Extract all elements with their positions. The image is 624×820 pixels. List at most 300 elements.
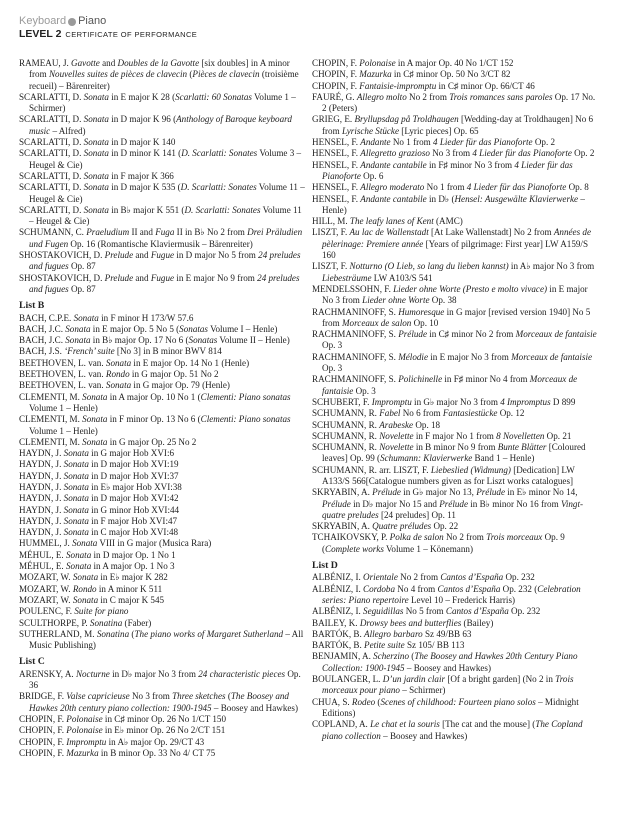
repertoire-entry — [312, 329, 598, 352]
work-title: Lieder ohne Worte — [362, 295, 430, 306]
work-title: Scarlatti: 60 Sonatas — [175, 91, 252, 102]
entry-text: in C♯ minor No 2 from — [426, 329, 516, 340]
entry-text: BACH, J.C. — [19, 323, 66, 334]
repertoire-entry — [19, 313, 305, 324]
entry-text: in C major Hob XVI:48 — [88, 527, 179, 538]
entry-text: ( — [129, 628, 135, 639]
repertoire-entry — [312, 261, 598, 284]
entry-text: LISZT, F. — [312, 227, 350, 238]
entry-text: HENSEL, F. — [312, 182, 361, 193]
entry-text: Op. 6 — [360, 170, 384, 181]
work-title: Rondo — [105, 369, 130, 380]
entry-text: ALBÉNIZ, I. — [312, 572, 364, 583]
entry-text: in C♯ minor Op. 50 No 3/CT 82 — [391, 69, 511, 80]
work-title: Fabel — [379, 408, 401, 419]
entry-text: No 5 from — [403, 606, 446, 617]
work-title: Rodeo — [351, 696, 376, 707]
work-title: Celebration series: Piano repertoire — [322, 583, 581, 605]
work-title: Sonata — [82, 391, 108, 402]
work-title: Fugue — [150, 272, 175, 283]
entry-text: HENSEL, F. — [312, 193, 361, 204]
entry-text: No 4 from — [395, 583, 438, 594]
work-title: Sonatas — [179, 323, 208, 334]
work-title: Sonata — [83, 148, 109, 159]
list-heading: List C — [19, 656, 45, 668]
entry-text: in E major Op. 14 No 1 (Henle) — [131, 357, 250, 368]
work-title: Sonata — [83, 182, 109, 193]
entry-text: FAURÉ, G. — [312, 91, 357, 102]
entry-text: No 3 from — [429, 148, 473, 159]
page-header — [19, 15, 197, 41]
entry-text: in F♯ minor No 4 from — [442, 374, 530, 385]
work-title: Novelette — [379, 442, 414, 453]
work-title: Valse capricieuse — [66, 691, 130, 702]
repertoire-entry — [19, 335, 305, 346]
entry-text: BACH, J.C. — [19, 335, 66, 346]
entry-text: CLEMENTI, M. — [19, 391, 83, 402]
entry-text: HAYDN, J. — [19, 515, 64, 526]
repertoire-entry — [19, 437, 305, 448]
work-title: Allegro moderato — [360, 182, 425, 193]
entry-text: in D♭ ( — [426, 193, 455, 204]
entry-text: Volume I – Henle) — [207, 323, 278, 334]
work-title: Sonata — [72, 538, 98, 549]
entry-text: in D♭ major No 3 from — [109, 668, 199, 679]
entry-text: CHOPIN, F. — [19, 736, 67, 747]
work-title: Scenes of childhood: Fourteen piano solos — [380, 696, 536, 707]
work-title: Lyrische Stücke — [341, 125, 400, 136]
work-title: Polonaise — [66, 713, 103, 724]
repertoire-entry — [19, 538, 305, 549]
work-title: The leafy lanes of Kent — [349, 216, 434, 227]
work-title: Impromptu — [371, 396, 412, 407]
work-title: Bryllupsdag på Troldhaugen — [354, 114, 459, 125]
work-title: Sonata — [83, 91, 109, 102]
work-title: Drei Präludien und Fugen — [29, 227, 303, 249]
work-title: Novelette — [379, 430, 414, 441]
repertoire-entry — [19, 471, 305, 482]
entry-text: CHUA, S. — [312, 696, 352, 707]
entry-text: Op. 232 ( — [500, 583, 538, 594]
work-title: Allegretto grazioso — [360, 148, 430, 159]
work-title: 24 characteristic pieces — [198, 668, 286, 679]
entry-text: in F major K 366 — [108, 170, 174, 181]
repertoire-entry — [19, 714, 305, 725]
entry-text: in D major No 5 from — [174, 250, 259, 261]
entry-text: HAYDN, J. — [19, 527, 64, 538]
work-title: Sonata — [82, 414, 108, 425]
entry-text: Band 1 – Henle) — [472, 453, 535, 464]
entry-text: No 2 from — [397, 572, 441, 583]
entry-text: No 2 from — [443, 532, 487, 543]
work-title: Sonatina — [96, 628, 130, 639]
entry-text: SCARLATTI, D. — [19, 182, 84, 193]
work-title: Polonaise — [359, 58, 396, 68]
work-title: Allegro barbaro — [364, 628, 423, 639]
work-title: Scherzino — [373, 651, 410, 662]
work-title: Prélude — [476, 487, 505, 498]
entry-text: Op. 3 — [322, 363, 343, 374]
work-title: Fugue — [150, 250, 175, 261]
entry-text: ARENSKY, A. — [19, 668, 76, 679]
work-title: Prélude — [322, 498, 351, 509]
entry-text: SCULTHORPE, P. — [19, 617, 90, 628]
repertoire-entry — [19, 358, 305, 369]
repertoire-entry — [19, 691, 305, 714]
repertoire-entry — [19, 414, 305, 437]
work-title: Quatre préludes — [372, 521, 432, 532]
entry-text: Volume 11 – Heugel & Cie) — [29, 204, 302, 227]
entry-text: Volume 1 – Henle) — [29, 402, 98, 413]
repertoire-entry — [312, 719, 598, 742]
entry-text: Op. 87 — [68, 261, 96, 272]
work-title: Fantaisie-impromptu — [359, 80, 437, 91]
work-title: Sonata — [63, 459, 89, 470]
entry-text: HILL, M. — [312, 216, 350, 227]
entry-text: SCARLATTI, D. — [19, 137, 84, 148]
entry-text: RACHMANINOFF, S. — [312, 306, 399, 317]
entry-text: in G♭ major No 13, — [400, 487, 477, 498]
repertoire-entry — [19, 595, 305, 606]
repertoire-entry — [19, 669, 305, 692]
work-title: Orientale — [363, 572, 398, 583]
brand-dot-icon — [68, 18, 76, 26]
entry-text: in D major Hob XVI:19 — [88, 459, 179, 470]
work-title: Trois morceaux pour piano — [322, 674, 574, 696]
entry-text: SUTHERLAND, M. — [19, 628, 97, 639]
repertoire-entry — [19, 171, 305, 182]
entry-text: Op. 3 — [353, 385, 376, 396]
brand-keyboard: Keyboard — [19, 15, 67, 27]
entry-text: in C♯ minor Op. 26 No 1/CT 150 — [102, 713, 227, 724]
entry-text: BRIDGE, F. — [19, 691, 67, 702]
entry-text: MOZART, W. — [19, 583, 73, 594]
repertoire-entry — [19, 748, 305, 759]
work-title: Cantos d’España — [437, 583, 501, 594]
repertoire-entry — [19, 725, 305, 736]
entry-text: SCHUMANN, R. — [312, 430, 380, 441]
entry-text: HAYDN, J. — [19, 459, 64, 470]
work-title: Polonaise — [66, 725, 103, 736]
repertoire-entry — [312, 584, 598, 607]
work-title: Sonata — [83, 137, 109, 148]
entry-text: Op. 12 — [497, 408, 525, 419]
work-title: Prelude — [104, 250, 134, 261]
work-title: D’un jardin clair — [382, 674, 446, 685]
work-title: Gavotte — [71, 58, 100, 68]
work-title: Sonata — [63, 470, 89, 481]
entry-text: [The cat and the mouse] ( — [439, 719, 536, 730]
entry-text: in D major Op. 1 No 1 — [91, 549, 176, 560]
repertoire-entry — [19, 273, 305, 296]
entry-text: BEETHOVEN, L. van. — [19, 357, 106, 368]
work-title: ‘French’ suite — [64, 346, 115, 357]
work-title: Doubles de la Gavotte — [117, 58, 200, 68]
entry-text: HENSEL, F. — [312, 137, 361, 148]
work-title: Clementi: Piano sonatas — [200, 414, 291, 425]
work-title: Sonata — [65, 549, 92, 560]
work-title: Sonata — [65, 323, 91, 334]
entry-text: in G major [revised version 1940] No 5 from — [322, 306, 591, 328]
entry-text: II in B♭ No 2 from — [174, 227, 248, 238]
entry-text: SCARLATTI, D. — [19, 204, 84, 215]
entry-text: TCHAIKOVSKY, P. — [312, 532, 390, 543]
entry-text: HENSEL, F. — [312, 159, 361, 170]
work-title: Impromptu — [66, 736, 107, 747]
repertoire-entry — [19, 493, 305, 504]
entry-text: in E♭ minor Op. 26 No 2/CT 151 — [102, 725, 226, 736]
entry-text: Sz 105/ BB 113 — [404, 640, 465, 651]
entry-text: in B minor Op. 33 No 4/ CT 75 — [98, 747, 216, 758]
repertoire-entry — [312, 374, 598, 397]
repertoire-entry — [19, 250, 305, 273]
entry-text: Volume 1 – Schirmer) — [29, 91, 296, 114]
entry-text: MÉHUL, E. — [19, 561, 66, 572]
work-title: D. Scarlatti: Sonates — [181, 148, 258, 159]
repertoire-entry — [312, 114, 598, 137]
entry-text: in G major Op. 51 No 2 — [129, 369, 219, 380]
entry-text: HUMMEL, J. — [19, 538, 73, 549]
right-column — [312, 58, 598, 742]
entry-text: SCHUBERT, F. — [312, 396, 372, 407]
entry-text: – Boosey and Hawkes) — [211, 702, 298, 713]
entry-text: ( — [225, 691, 231, 702]
work-title: Hensel: Ausgewälte Klavierwerke — [454, 193, 579, 204]
entry-text: SCARLATTI, D. — [19, 91, 84, 102]
entry-text: HAYDN, J. — [19, 504, 64, 515]
work-title: Le chat et la souris — [370, 719, 440, 730]
repertoire-entry — [312, 442, 598, 465]
work-title: Sonata — [63, 504, 89, 515]
entry-text: Op. 8 — [566, 182, 589, 193]
entry-text: Op. 2 — [532, 137, 556, 148]
entry-text: in D major K 140 — [108, 137, 176, 148]
work-title: Sonata — [72, 572, 99, 583]
entry-text: in A major Op. 10 No 1 ( — [107, 391, 201, 402]
work-title: Fantasiestücke — [442, 408, 498, 419]
entry-text: in C♯ minor Op. 66/CT 46 — [436, 80, 535, 91]
repertoire-entry — [19, 58, 305, 92]
repertoire-entry — [312, 194, 598, 217]
repertoire-entry — [19, 572, 305, 583]
repertoire-entry — [19, 516, 305, 527]
entry-text: in B♭ minor No 16 from — [468, 498, 561, 509]
entry-text: (Bailey) — [461, 617, 494, 628]
repertoire-entry — [19, 346, 305, 357]
entry-text: ALBÉNIZ, I. — [312, 583, 364, 594]
work-title: Sonata — [83, 204, 109, 215]
brand-line — [19, 15, 197, 28]
repertoire-entry — [19, 92, 305, 115]
entry-text: in B♭ major K 551 ( — [108, 204, 185, 215]
repertoire-entry — [312, 284, 598, 307]
work-title: Schumann: Klavierwerke — [380, 453, 473, 464]
work-title: Mazurka — [66, 747, 99, 758]
work-title: Trois morceaux — [486, 532, 543, 543]
entry-text: SCHUMANN, R. — [312, 408, 380, 419]
repertoire-entry — [19, 324, 305, 335]
work-title: Complete works — [325, 543, 384, 554]
repertoire-entry — [19, 737, 305, 748]
work-title: 4 Lieder für das Pianoforte — [466, 182, 567, 193]
entry-text: GRIEG, E. — [312, 114, 355, 125]
entry-text: ( — [375, 696, 381, 707]
entry-text: – Schirmer) — [399, 685, 446, 696]
entry-text: in F minor H 173/W 57.6 — [98, 312, 194, 323]
repertoire-entry — [19, 550, 305, 561]
work-title: Notturno (O Lieb, so lang du lieben kannst) — [349, 261, 509, 272]
repertoire-entry — [19, 369, 305, 380]
entry-text: SKRYABIN, A. — [312, 487, 373, 498]
entry-text: in E major No 9 from — [174, 272, 258, 283]
entry-text: POULENC, F. — [19, 606, 75, 617]
entry-text: in G♭ major No 3 from — [411, 396, 501, 407]
work-title: Sonata — [105, 380, 132, 391]
entry-text: in G minor Hob XVI:44 — [88, 504, 180, 515]
work-title: Sonata — [83, 114, 109, 125]
work-title: Sonata — [63, 448, 89, 459]
work-title: Sonata — [63, 527, 89, 538]
entry-text: Op. 3 — [322, 340, 343, 351]
entry-text: Op. 21 — [544, 430, 572, 441]
entry-text: MENDELSSOHN, F. — [312, 283, 394, 294]
work-title: Sonata — [82, 436, 108, 447]
work-title: Cantos d’España — [440, 572, 504, 583]
repertoire-entry — [312, 81, 598, 92]
work-title: Sonata — [65, 335, 91, 346]
work-title: Prélude — [398, 329, 427, 340]
entry-text: Op. 9 ( — [322, 532, 565, 554]
work-title: Andante cantabile — [360, 193, 427, 204]
entry-text: in F minor Op. 13 No 6 ( — [107, 414, 201, 425]
entry-text: MOZART, W. — [19, 572, 73, 583]
entry-text: RACHMANINOFF, S. — [312, 351, 399, 362]
work-title: Humoresque — [398, 306, 445, 317]
repertoire-entry — [19, 205, 305, 228]
work-title: Morceaux de fantaisie — [511, 351, 593, 362]
work-title: Andante cantabile — [360, 159, 427, 170]
entry-text: [six doubles] in A minor from — [29, 58, 290, 80]
work-title: Nouvelles suites de pièces de clavecin — [48, 69, 188, 80]
work-title: Sonatas — [188, 335, 218, 346]
work-title: Three sketches — [172, 691, 226, 702]
work-title: Arabeske — [379, 419, 414, 430]
work-title: Morceaux de fantaisie — [515, 329, 597, 340]
repertoire-entry — [312, 651, 598, 674]
entry-text: – Boosey and Hawkes) — [404, 662, 491, 673]
repertoire-entry — [19, 584, 305, 595]
entry-text: HAYDN, J. — [19, 448, 64, 459]
entry-text: BENJAMIN, A. — [312, 651, 374, 662]
repertoire-entry — [312, 227, 598, 261]
repertoire-entry — [19, 182, 305, 205]
work-title: Prelude — [104, 272, 134, 283]
entry-text: Op. 87 — [68, 283, 96, 294]
entry-text: in A major Op. 40 No 1/CT 152 — [395, 58, 514, 68]
repertoire-entry — [19, 459, 305, 470]
entry-text: [Coloured leaves] Op. 99 ( — [322, 442, 586, 464]
work-title: Lieder ohne Worte (Presto e molto vivace) — [393, 283, 548, 294]
entry-text: and — [133, 272, 151, 283]
entry-text: CHOPIN, F. — [312, 69, 360, 80]
repertoire-entry — [312, 640, 598, 651]
entry-text: No 1 from — [424, 182, 467, 193]
repertoire-entry — [19, 606, 305, 617]
entry-text: [At Lake Wallenstadt] No 2 from — [428, 227, 554, 238]
repertoire-entry — [312, 352, 598, 375]
entry-text: SCARLATTI, D. — [19, 114, 84, 125]
entry-text: in D major K 535 ( — [108, 182, 181, 193]
entry-text: SCHUMANN, R. — [312, 442, 380, 453]
entry-text: No 3 from — [129, 691, 173, 702]
repertoire-entry — [312, 521, 598, 532]
entry-text: Volume 1 – Henle) — [29, 425, 98, 436]
entry-text: RACHMANINOFF, S. — [312, 374, 399, 385]
entry-text: SHOSTAKOVICH, D. — [19, 272, 105, 283]
entry-text: Op. 16 (Romantische Klaviermusik – Bärenreiter) — [68, 238, 253, 249]
entry-text: – Boosey and Hawkes) — [380, 730, 468, 741]
entry-text: HENSEL, F. — [312, 148, 361, 159]
entry-text: CHOPIN, F. — [19, 713, 67, 724]
entry-text: – All Music Publishing) — [29, 628, 304, 651]
repertoire-entry — [19, 618, 305, 629]
work-title: Sonatina — [89, 617, 123, 628]
work-title: Années de pèlerinage: Premiere année — [322, 227, 591, 249]
repertoire-entry — [19, 482, 305, 493]
entry-text: Volume II – Henle) — [217, 335, 290, 346]
entry-text: BACH, J.S. — [19, 346, 65, 357]
list-heading: List B — [19, 300, 45, 312]
repertoire-entry — [19, 448, 305, 459]
repertoire-entry — [19, 148, 305, 171]
repertoire-entry — [312, 465, 598, 488]
repertoire-entry — [312, 92, 598, 115]
entry-text: in D major Hob XVI:37 — [88, 470, 179, 481]
work-title: Morceaux de salon — [341, 317, 412, 328]
entry-text: SCARLATTI, D. — [19, 170, 84, 181]
entry-text: [No 3] in B minor BWV 814 — [114, 346, 222, 357]
entry-text: in E major No 3 from — [322, 283, 588, 306]
entry-text: Op. 18 — [413, 419, 441, 430]
repertoire-entry — [312, 618, 598, 629]
repertoire-entry — [19, 137, 305, 148]
entry-text: CHOPIN, F. — [312, 80, 360, 91]
repertoire-entry — [19, 227, 305, 250]
work-title: The Boosey and Hawkes 20th Century Piano Collection: 1900-1945 — [322, 651, 578, 673]
entry-text: in A major Op. 1 No 3 — [91, 561, 175, 572]
repertoire-entry — [312, 697, 598, 720]
entry-text: D 899 — [550, 396, 576, 407]
entry-text: – Midnight Editions) — [322, 696, 579, 718]
entry-text: in F major Hob XVI:47 — [88, 515, 178, 526]
repertoire-entry — [312, 397, 598, 408]
entry-text: Op. 22 — [431, 521, 459, 532]
entry-text: MÉHUL, E. — [19, 549, 66, 560]
entry-text: in A minor K 511 — [96, 583, 163, 594]
entry-text: BARTÓK, B. — [312, 640, 365, 651]
work-title: Clementi: Piano sonatas — [200, 391, 291, 402]
entry-text: CHOPIN, F. — [19, 725, 67, 736]
entry-text: HAYDN, J. — [19, 470, 64, 481]
entry-text: in D♭ major No 15 and — [350, 498, 440, 509]
entry-text: RACHMANINOFF, S. — [312, 329, 399, 340]
repertoire-entry — [312, 58, 598, 69]
repertoire-entry — [19, 114, 305, 137]
entry-text: Op. 10 — [411, 317, 439, 328]
entry-text: Op. 17 No. 2 (Peters) — [322, 91, 596, 114]
entry-text: SCARLATTI, D. — [19, 148, 84, 159]
work-title: Sonata — [105, 357, 132, 368]
